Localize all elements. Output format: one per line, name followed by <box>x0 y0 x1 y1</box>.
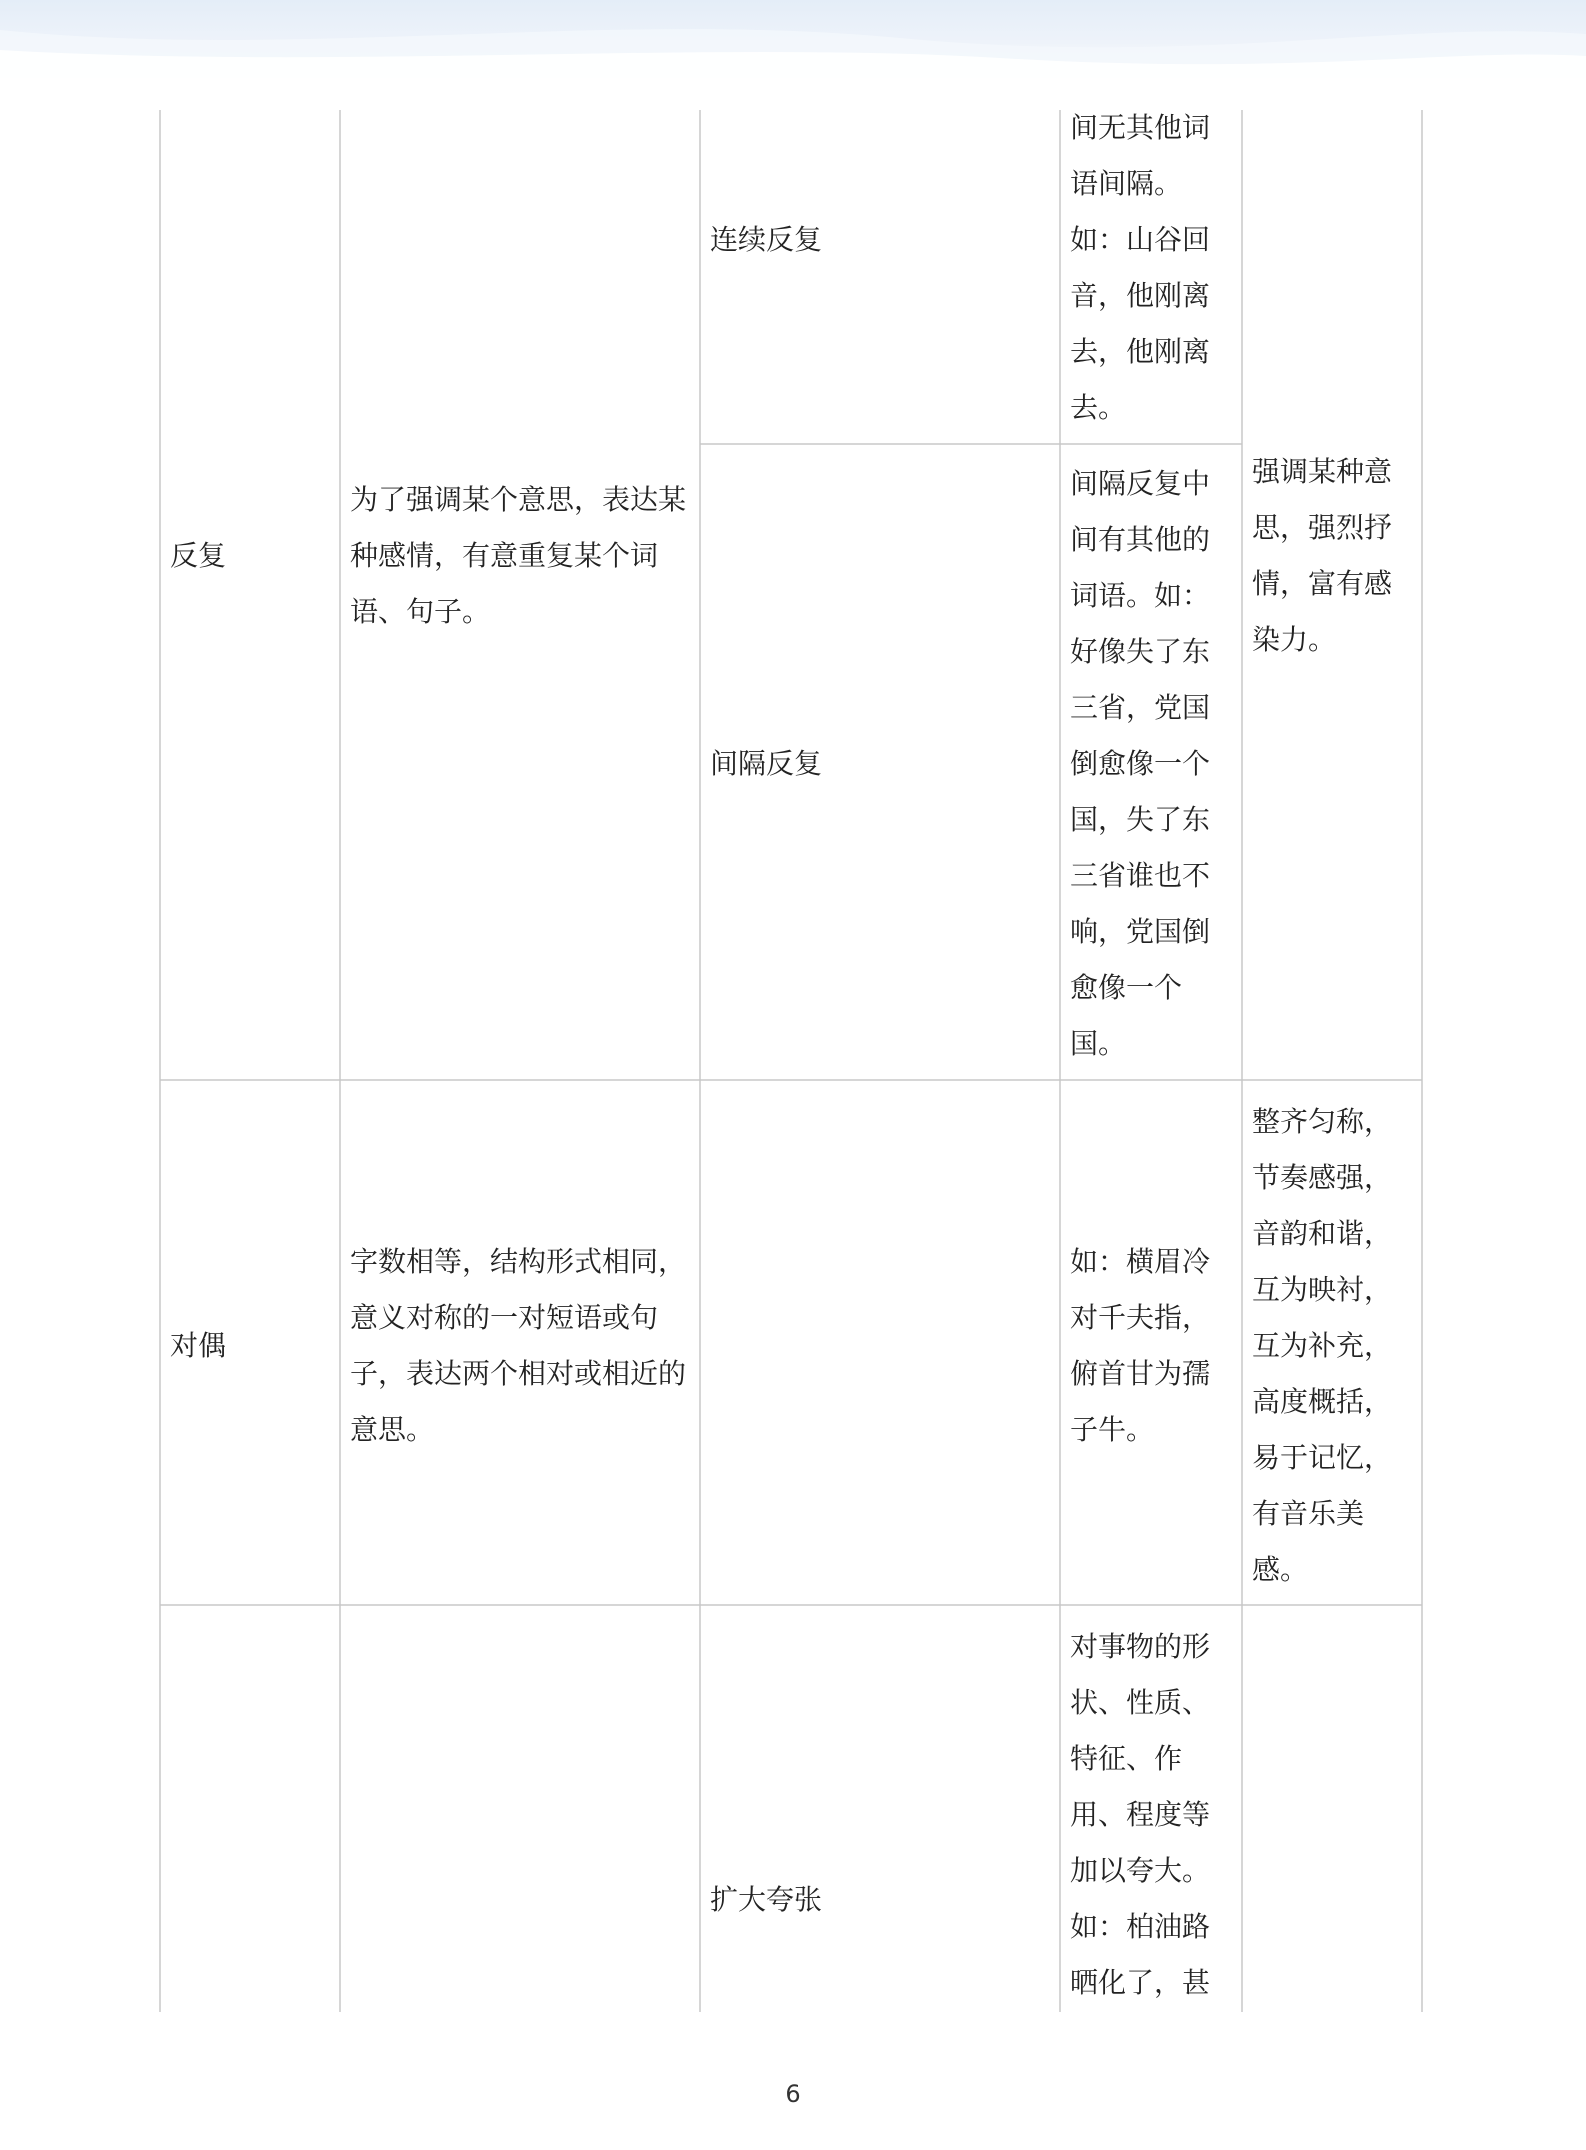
row-fanfu-name: 反复 <box>170 539 227 572</box>
page-number: 6 <box>785 2080 801 2108</box>
row-duiou-effect: 整齐匀称， 节奏感强， 音韵和谐， 互为映衬， 互为补充， 高度概括， 易于记忆， 有音乐美 感。 <box>1252 1105 1393 1586</box>
row-fanfu-effect: 强调某种意 思，强烈抒 情，富有感 染力。 <box>1252 455 1393 656</box>
row-fanfu-subtype-1-name: 连续反复 <box>710 223 823 256</box>
row-fanfu-subtype-1-example: 间无其他词 语间隔。 如：山谷回 音，他刚离 去，他刚离 去。 <box>1070 111 1211 424</box>
row-kuazhang-subtype-1-name: 扩大夸张 <box>710 1883 823 1916</box>
row-fanfu-subtype-2-example: 间隔反复中 间有其他的 词语。如： 好像失了东 三省，党国 倒愈像一个 国，失了东 三省谁也不 响，党国倒 愈像一个 国。 <box>1070 467 1211 1060</box>
row-duiou-definition: 字数相等，结构形式相同， 意义对称的一对短语或句 子，表达两个相对或相近的 意思。 <box>350 1245 687 1446</box>
row-duiou-name: 对偶 <box>170 1329 227 1362</box>
row-fanfu-subtype-2-name: 间隔反复 <box>710 747 823 780</box>
row-duiou-example: 如：横眉冷 对千夫指， 俯首甘为孺 子牛。 <box>1070 1245 1211 1446</box>
row-fanfu-definition: 为了强调某个意思，表达某 种感情，有意重复某个词 语、句子。 <box>350 483 687 628</box>
row-kuazhang-subtype-1-example: 对事物的形 状、性质、 特征、作 用、程度等 加以夸大。 如：柏油路 晒化了，甚 <box>1070 1630 1211 1999</box>
